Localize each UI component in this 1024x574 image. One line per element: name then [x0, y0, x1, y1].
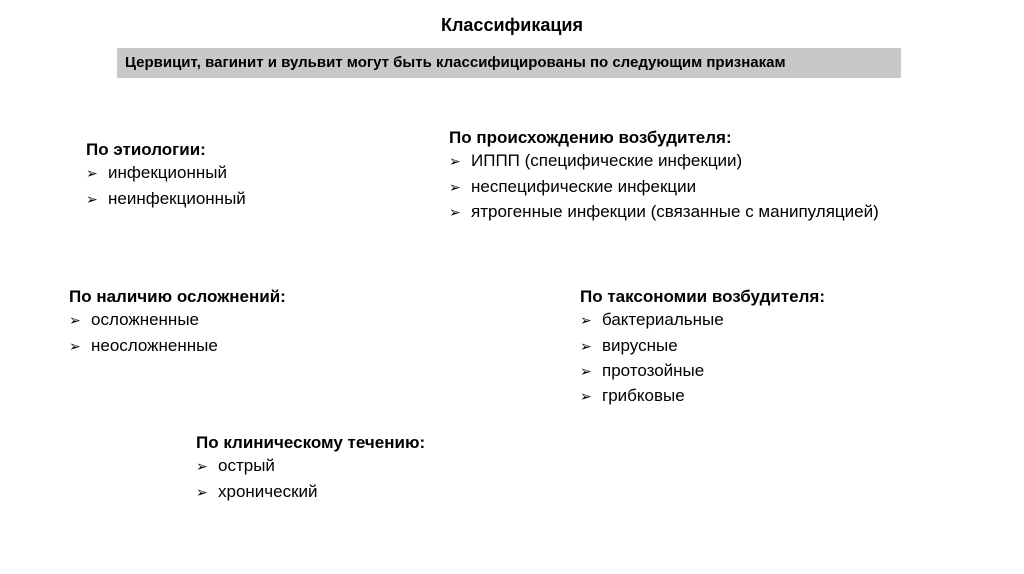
list-item-label: инфекционный — [108, 163, 227, 183]
arrowhead-bullet-icon: ➢ — [196, 459, 208, 476]
arrowhead-bullet-icon: ➢ — [580, 338, 592, 355]
list-item — [580, 334, 825, 359]
list-item — [449, 200, 879, 225]
arrowhead-bullet-icon: ➢ — [580, 389, 592, 406]
group-list — [580, 308, 825, 409]
list-item — [580, 384, 825, 409]
list-item-label: хронический — [218, 481, 318, 501]
list-item — [580, 359, 825, 384]
list-item-label: протозойные — [602, 360, 705, 380]
list-item — [196, 480, 425, 505]
group-clinical-course — [196, 431, 425, 505]
group-list — [86, 161, 246, 212]
arrowhead-bullet-icon: ➢ — [580, 363, 592, 380]
list-item — [69, 334, 286, 359]
list-item-label: бактериальные — [602, 310, 724, 330]
list-item — [196, 454, 425, 479]
arrowhead-bullet-icon: ➢ — [449, 204, 461, 221]
group-etiology — [86, 138, 246, 212]
group-heading: По этиологии: — [86, 140, 206, 159]
list-item-label: неспецифические инфекции — [471, 176, 697, 196]
list-item — [69, 308, 286, 333]
group-taxonomy — [580, 285, 825, 409]
group-list — [449, 149, 879, 225]
list-item — [580, 308, 825, 333]
arrowhead-bullet-icon: ➢ — [449, 154, 461, 171]
arrowhead-bullet-icon: ➢ — [69, 313, 81, 330]
list-item-label: ятрогенные инфекции (связанные с манипуляцией) — [471, 201, 879, 221]
list-item-label: грибковые — [602, 386, 685, 406]
list-item — [449, 149, 879, 174]
list-item — [449, 175, 879, 200]
arrowhead-bullet-icon: ➢ — [196, 484, 208, 501]
list-item-label: неинфекционный — [108, 188, 246, 208]
group-heading: По наличию осложнений: — [69, 287, 286, 306]
arrowhead-bullet-icon: ➢ — [69, 338, 81, 355]
subtitle-banner: Цервицит, вагинит и вульвит могут быть классифицированы по следующим признакам — [117, 48, 901, 78]
group-list — [196, 454, 425, 505]
group-heading: По таксономии возбудителя: — [580, 287, 825, 306]
list-item — [86, 187, 246, 212]
arrowhead-bullet-icon: ➢ — [580, 313, 592, 330]
slide-title: Классификация — [441, 15, 583, 35]
group-list — [69, 308, 286, 359]
list-item-label: острый — [218, 456, 275, 476]
list-item-label: вирусные — [602, 335, 678, 355]
list-item-label: осложненные — [91, 310, 199, 330]
group-origin — [449, 126, 879, 225]
arrowhead-bullet-icon: ➢ — [86, 166, 98, 183]
list-item — [86, 161, 246, 186]
arrowhead-bullet-icon: ➢ — [86, 191, 98, 208]
group-complications — [69, 285, 286, 359]
list-item-label: ИППП (специфические инфекции) — [471, 151, 743, 171]
group-heading: По клиническому течению: — [196, 433, 426, 452]
list-item-label: неосложненные — [91, 335, 218, 355]
arrowhead-bullet-icon: ➢ — [449, 179, 461, 196]
group-heading: По происхождению возбудителя: — [449, 128, 732, 147]
